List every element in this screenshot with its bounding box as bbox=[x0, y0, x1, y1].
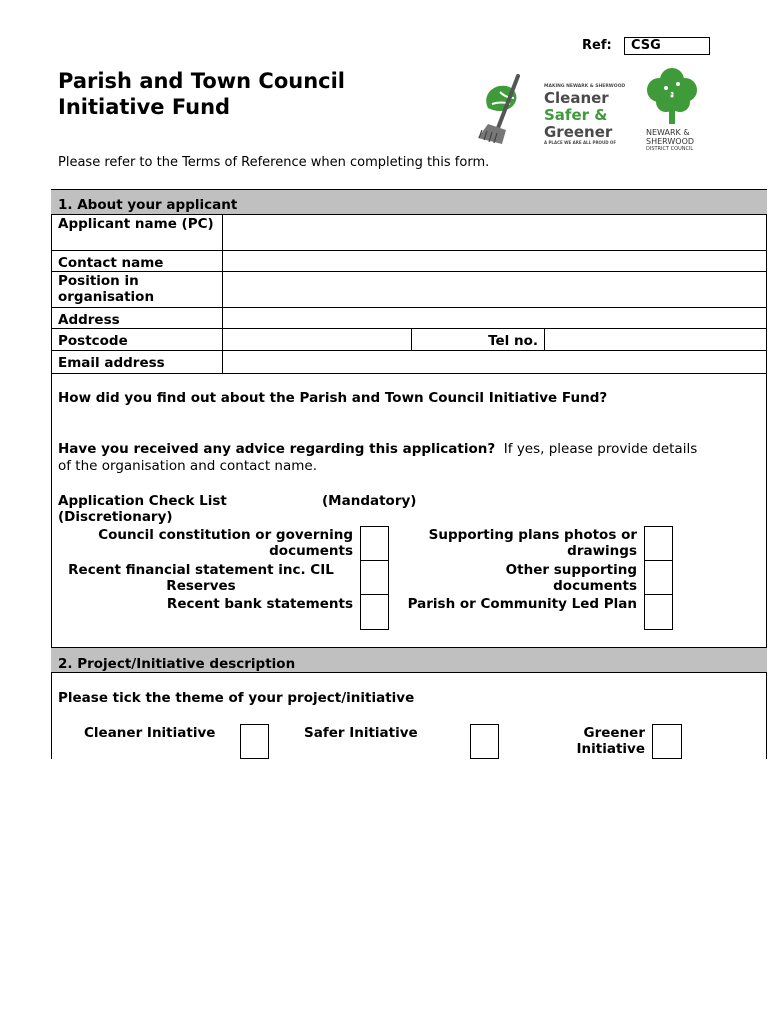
section-2-title: 2. Project/Initiative description bbox=[58, 656, 296, 672]
theme-greener-label: Greener Initiative bbox=[576, 725, 645, 757]
tree-icon bbox=[642, 66, 702, 126]
applicant-name-label: Applicant name (PC) bbox=[58, 216, 214, 232]
section-1-title: 1. About your applicant bbox=[58, 197, 238, 213]
postcode-field[interactable] bbox=[223, 329, 411, 350]
contact-name-field[interactable] bbox=[223, 251, 766, 271]
checkbox-other[interactable] bbox=[644, 560, 673, 595]
council-logo-line-1: NEWARK & bbox=[646, 128, 690, 137]
ref-field[interactable]: CSG bbox=[624, 37, 710, 55]
advice-question bbox=[58, 441, 698, 475]
checkbox-greener[interactable] bbox=[652, 724, 682, 759]
checkbox-safer[interactable] bbox=[470, 724, 499, 759]
csg-logo-line-1: Cleaner bbox=[544, 89, 609, 107]
advice-question-detail: If yes, please provide details of the organisation and contact name. bbox=[58, 441, 698, 474]
position-label: Position in organisation bbox=[58, 273, 155, 305]
broom-icon bbox=[474, 74, 544, 146]
checklist-mandatory: (Mandatory) bbox=[322, 493, 417, 509]
theme-safer-label: Safer Initiative bbox=[304, 725, 418, 741]
checklist-item-parish-plan: Parish or Community Led Plan bbox=[407, 596, 637, 612]
council-logo-line-2: SHERWOOD bbox=[646, 137, 695, 146]
applicant-name-field[interactable] bbox=[223, 216, 766, 250]
cleaner-safer-greener-logo bbox=[474, 74, 626, 146]
council-logo-text bbox=[646, 128, 694, 153]
checkbox-bank[interactable] bbox=[360, 594, 389, 630]
intro-text: Please refer to the Terms of Reference when completing this form. bbox=[58, 155, 490, 170]
theme-question: Please tick the theme of your project/initiative bbox=[58, 690, 415, 706]
checkbox-parish-plan[interactable] bbox=[644, 594, 673, 630]
page-title bbox=[58, 68, 345, 120]
email-field[interactable] bbox=[223, 351, 766, 373]
checklist-discretionary: (Discretionary) bbox=[58, 509, 173, 525]
tel-field[interactable] bbox=[545, 329, 766, 350]
council-logo bbox=[640, 66, 704, 156]
checklist-item-other: Other supporting documents bbox=[505, 562, 637, 594]
checklist-title: Application Check List bbox=[58, 493, 227, 509]
title-line-1: Parish and Town Council bbox=[58, 69, 345, 93]
email-label: Email address bbox=[58, 355, 165, 371]
tel-label: Tel no. bbox=[488, 333, 538, 349]
postcode-label: Postcode bbox=[58, 333, 128, 349]
csg-logo-bottom-text: A PLACE WE ARE ALL PROUD OF bbox=[544, 140, 617, 145]
csg-logo-line-2: Safer & bbox=[544, 106, 608, 124]
council-logo-line-3: DISTRICT COUNCIL bbox=[646, 146, 694, 152]
checklist-item-bank: Recent bank statements bbox=[166, 596, 353, 612]
advice-question-main: Have you received any advice regarding this application? bbox=[58, 441, 496, 457]
checklist-item-plans: Supporting plans photos or drawings bbox=[428, 527, 637, 559]
theme-cleaner-label: Cleaner Initiative bbox=[84, 725, 216, 741]
csg-logo-wordmark bbox=[544, 90, 612, 141]
checkbox-plans[interactable] bbox=[644, 526, 673, 561]
checkbox-constitution[interactable] bbox=[360, 526, 389, 561]
csg-logo-line-3: Greener bbox=[544, 123, 613, 141]
position-field[interactable] bbox=[223, 272, 766, 307]
find-out-question: How did you find out about the Parish and Town Council Initiative Fund? bbox=[58, 390, 608, 406]
contact-name-label: Contact name bbox=[58, 255, 164, 271]
title-line-2: Initiative Fund bbox=[58, 95, 231, 119]
checklist-item-constitution: Council constitution or governing documents bbox=[98, 527, 353, 559]
checkbox-cleaner[interactable] bbox=[240, 724, 269, 759]
checklist-item-financial: Recent financial statement inc. CIL Reserves bbox=[68, 562, 334, 594]
checkbox-financial[interactable] bbox=[360, 560, 389, 595]
row-divider bbox=[51, 373, 767, 374]
address-label: Address bbox=[58, 312, 120, 328]
csg-logo-top-text: MAKING NEWARK & SHERWOOD bbox=[544, 84, 626, 89]
address-field[interactable] bbox=[223, 308, 766, 328]
ref-label: Ref: bbox=[582, 38, 612, 53]
